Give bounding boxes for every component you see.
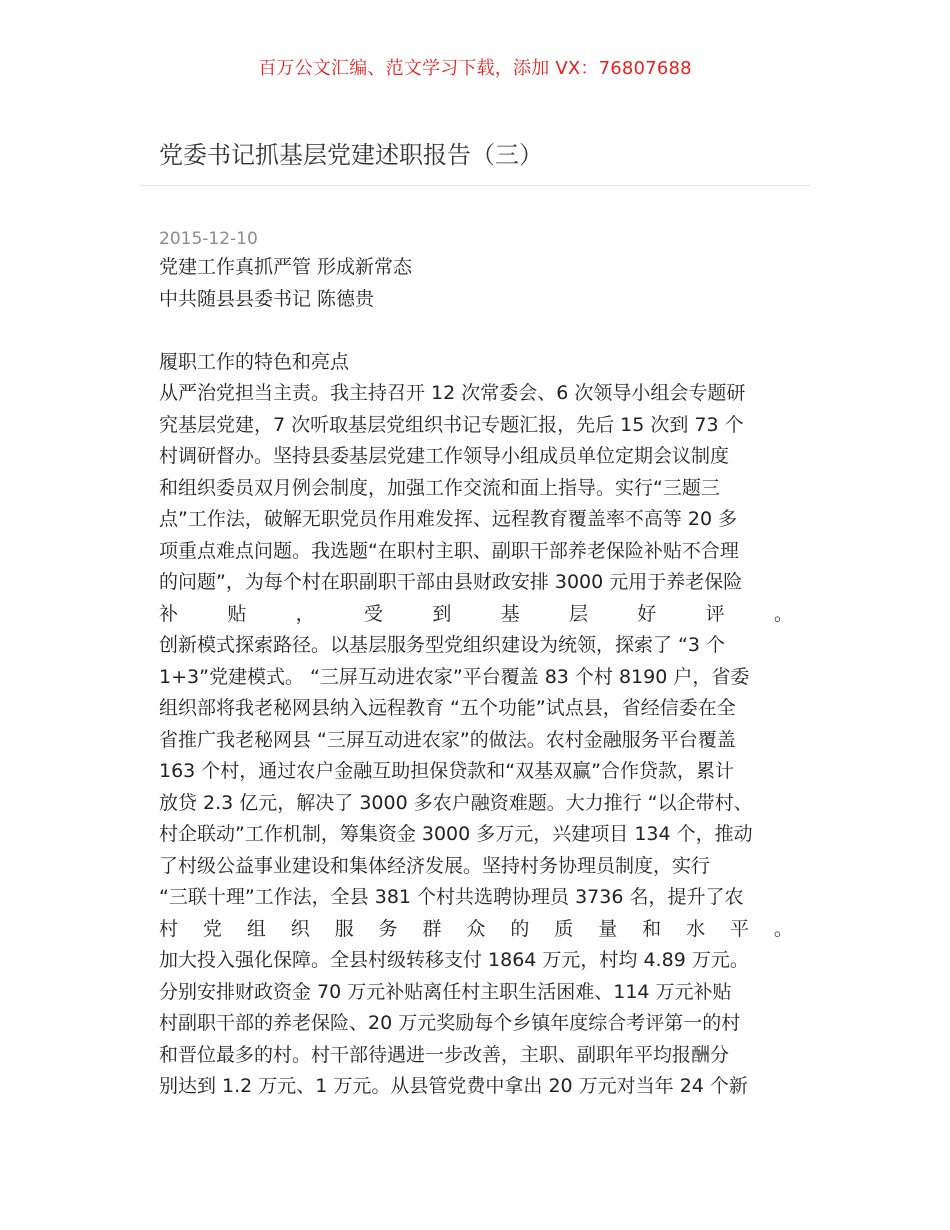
- paragraph-line: 了村级公益事业建设和集体经济发展。坚持村务协理员制度，实行: [159, 854, 711, 877]
- paragraph-line: 的问题”，为每个村在职副职干部由县财政安排 3000 元用于养老保险: [159, 571, 743, 593]
- paragraph-line: 省推广我老秘网县 “三屏互动进农家”的做法。农村金融服务平台覆盖: [159, 728, 736, 751]
- justified-char: 务: [378, 917, 398, 940]
- paragraph-line: 别达到 1.2 万元、1 万元。从县管党费中拿出 20 万元对当年 24 个新: [159, 1075, 748, 1097]
- justified-char: 群: [422, 917, 442, 940]
- paragraph-line: 和组织委员双月例会制度，加强工作交流和面上指导。实行“三题三: [159, 476, 720, 499]
- justified-char: 量: [598, 917, 618, 940]
- justified-char: 村: [159, 917, 179, 940]
- justified-char: 补: [159, 602, 179, 625]
- paragraph-line: 和晋位最多的村。村干部待遇进一步改善，主职、副职年平均报酬分: [159, 1043, 730, 1066]
- paragraph-line: 分别安排财政资金 70 万元补贴离任村主职生活困难、114 万元补贴: [159, 980, 732, 1003]
- paragraph-line: 点”工作法，破解无职党员作用难发挥、远程教育覆盖率不高等 20 多: [159, 508, 738, 530]
- watermark-header: 百万公文汇编、范文学习下载，添加 VX：76807688: [258, 58, 692, 79]
- section-heading: 履职工作的特色和亮点: [159, 350, 350, 373]
- paragraph-line: “三联十理”工作法，全县 381 个村共选聘协理员 3736 名，提升了农: [159, 886, 744, 908]
- justified-char: 。: [773, 917, 793, 940]
- paragraph-1: [159, 378, 793, 630]
- justified-line: [159, 914, 793, 946]
- justified-char: 服: [334, 917, 354, 940]
- justified-char: 层: [568, 602, 588, 625]
- paragraph-line: 村副职干部的养老保险、20 万元奖励每个乡镇年度综合考评第一的村: [159, 1012, 741, 1034]
- justified-char: 受: [363, 602, 383, 625]
- blank-line: [159, 315, 793, 347]
- paragraph-line: 创新模式探索路径。以基层服务型党组织建设为统领，探索了 “3 个: [159, 634, 726, 656]
- page-title: 党委书记抓基层党建述职报告（三）: [159, 141, 543, 169]
- justified-char: 贴: [227, 602, 247, 625]
- paragraph-line: 从严治党担当主责。我主持召开 12 次常委会、6 次领导小组会专题研: [159, 382, 746, 404]
- title-divider: [140, 185, 810, 186]
- justified-char: 组: [246, 917, 266, 940]
- paragraph-line: 村调研督办。坚持县委基层党建工作领导小组成员单位定期会议制度: [159, 445, 730, 467]
- article-body: [159, 252, 793, 1103]
- justified-char: 质: [554, 917, 574, 940]
- paragraph-line: 163 个村，通过农户金融互助担保贷款和“双基双赢”合作贷款，累计: [159, 760, 734, 782]
- paragraph-3: [159, 945, 793, 1103]
- justified-char: 平: [729, 917, 749, 940]
- paragraph-line: 究基层党建，7 次听取基层党组织书记专题汇报，先后 15 次到 73 个: [159, 413, 744, 436]
- justified-line: [159, 599, 793, 631]
- justified-char: 到: [432, 602, 452, 625]
- justified-char: 水: [686, 917, 706, 940]
- justified-char: ，: [295, 602, 315, 625]
- paragraph-line: 项重点难点问题。我选题“在职村主职、副职干部养老保险补贴不合理: [159, 539, 739, 562]
- justified-char: 好: [637, 602, 657, 625]
- justified-char: 。: [773, 602, 793, 625]
- justified-char: 的: [510, 917, 530, 940]
- paragraph-line: 放贷 2.3 亿元，解决了 3000 多农户融资难题。大力推行 “以企带村、: [159, 791, 753, 814]
- justified-char: 基: [500, 602, 520, 625]
- justified-char: 和: [642, 917, 662, 940]
- paragraph-line: 组织部将我老秘网县纳入远程教育 “五个功能”试点县，省经信委在全: [159, 697, 736, 719]
- justified-char: 织: [290, 917, 310, 940]
- paragraph-2: [159, 630, 793, 945]
- justified-char: 党: [202, 917, 222, 940]
- paragraph-line: 村企联动”工作机制，筹集资金 3000 多万元，兴建项目 134 个，推动: [159, 823, 753, 845]
- article-subtitle: 党建工作真抓严管 形成新常态: [159, 256, 413, 278]
- justified-char: 评: [705, 602, 725, 625]
- justified-char: 众: [466, 917, 486, 940]
- paragraph-line: 1+3”党建模式。 “三屏互动进农家”平台覆盖 83 个村 8190 户，省委: [159, 665, 750, 688]
- article-author: 中共随县县委书记 陈德贵: [159, 287, 375, 310]
- publish-date: 2015-12-10: [159, 229, 258, 249]
- paragraph-line: 加大投入强化保障。全县村级转移支付 1864 万元，村均 4.89 万元。: [159, 949, 749, 971]
